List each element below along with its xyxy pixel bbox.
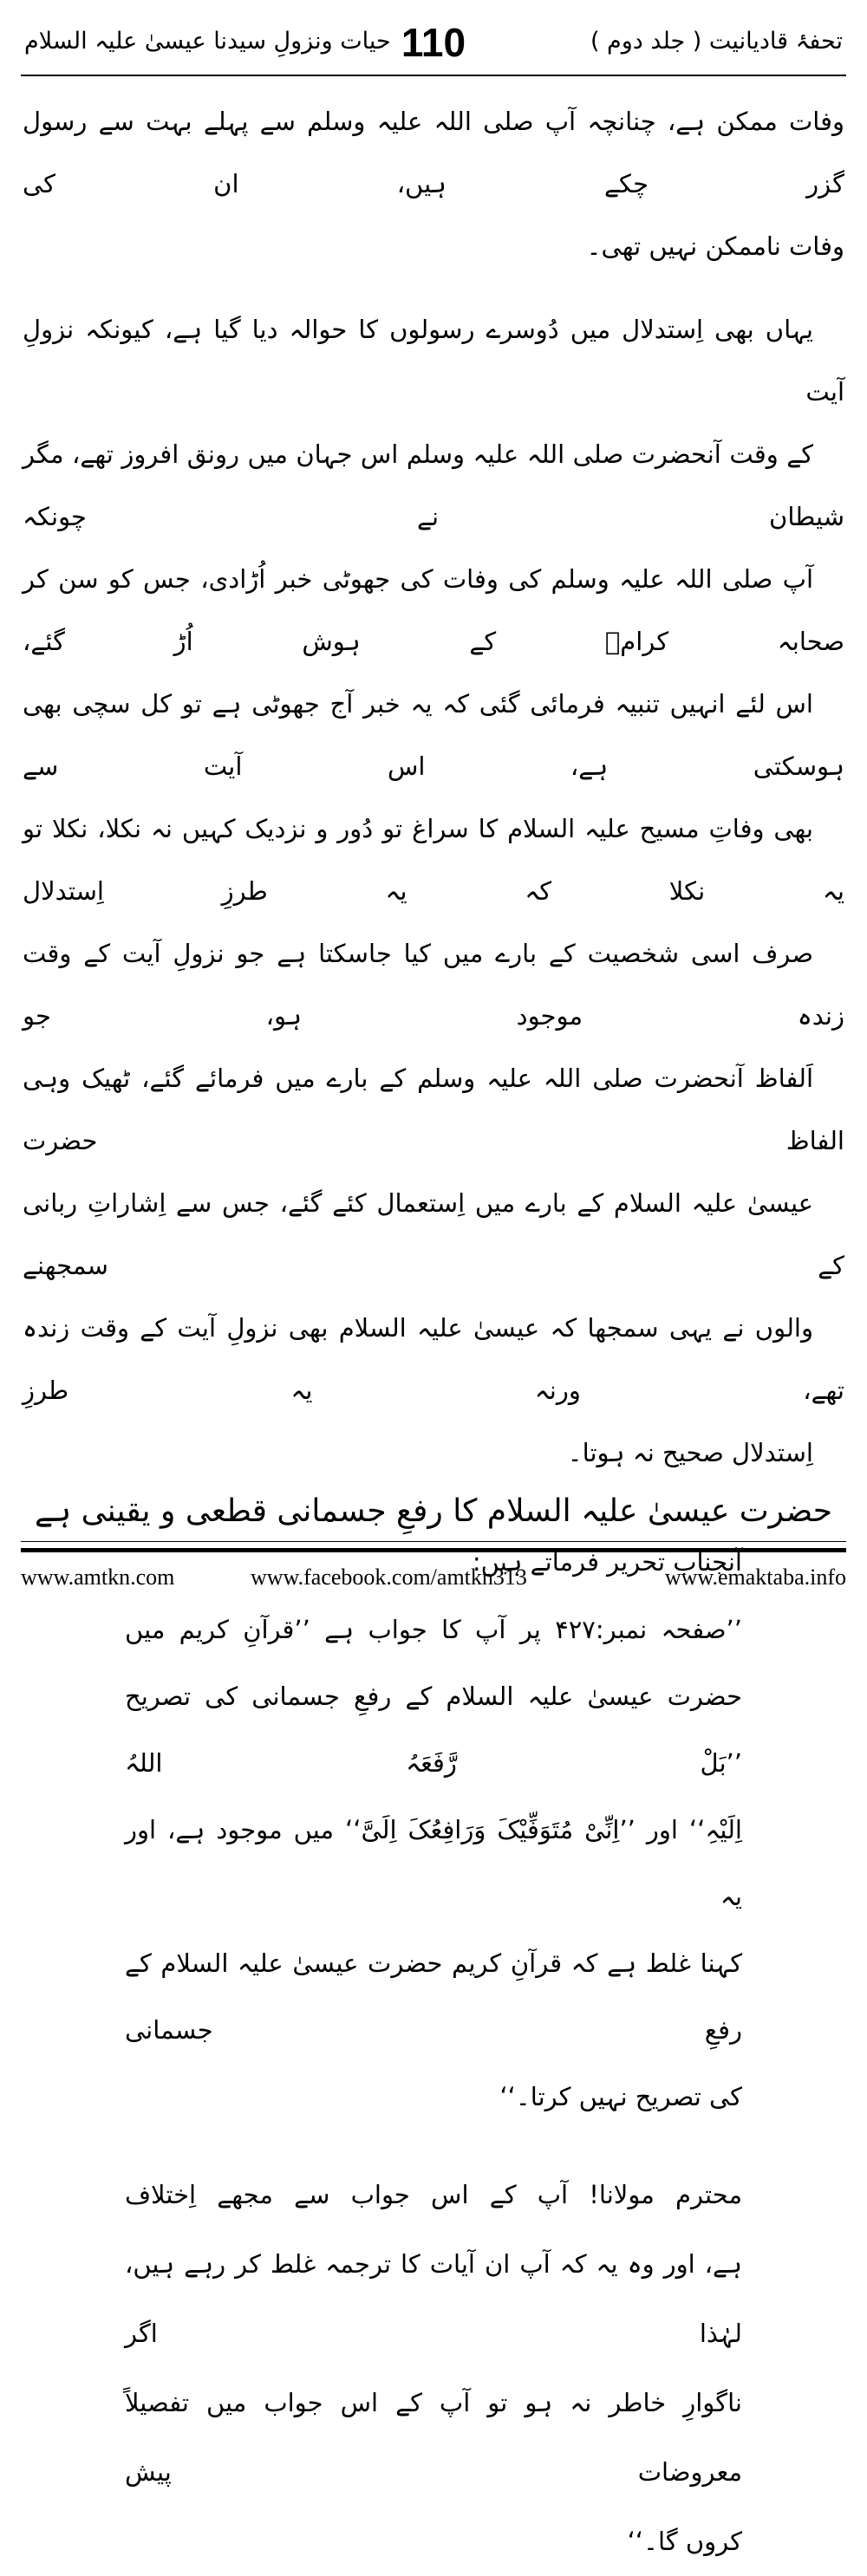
text-line: وفات ممکن ہے، چنانچہ آپ صلی اللہ علیہ وسلم سے پہلے بہت سے رسول گزر چکے ہیں، ان کی [23,107,844,198]
footer-website-link[interactable]: www.amtkn.com [21,1564,175,1590]
footer-divider-top [21,1541,846,1542]
quote-intro: آنجناب تحریر فرماتے ہیں: [472,1547,742,1577]
text-line: کے وقت آنحضرت صلی اللہ علیہ وسلم اس جہان میں رونق افروز تھے، مگر شیطان نے چونکہ [23,439,844,531]
quote-line: ناگوارِ خاطر نہ ہو تو آپ کے اس جواب میں تفصیلاً معروضات پیش [125,2388,742,2487]
page-header [24,19,843,71]
text-line: والوں نے یہی سمجھا کہ عیسیٰ علیہ السلام بھی نزولِ آیت کے وقت زندہ تھے، ورنہ یہ طرزِ [23,1313,844,1405]
header-book-title: تحفۂ قادیانیت ( جلد دوم ) [590,28,843,55]
quote-line: کروں گا۔‘‘ [627,2527,742,2556]
text-line: یہاں بھی اِستدلال میں دُوسرے رسولوں کا حوالہ دیا گیا ہے، کیونکہ نزولِ آیت [23,315,844,407]
paragraph-2 [23,298,844,1484]
quote-line: حضرت عیسیٰ علیہ السلام کے رفعِ جسمانی کی تصریح ’’بَلْ رَّفَعَہُ اللہُ [125,1682,742,1778]
text-line: اَلفاظ آنحضرت صلی اللہ علیہ وسلم کے بارے میں فرمائے گئے، ٹھیک وہی الفاظ حضرت [23,1064,844,1155]
text-line: اس لئے انہیں تنبیہ فرمائی گئی کہ یہ خبر آج جھوٹی ہے تو کل سچی بھی ہوسکتی ہے، اس آیت سے [23,689,844,781]
block-quote-continued [125,2160,742,2576]
text-line: بھی وفاتِ مسیح علیہ السلام کا سراغ تو دُور و نزدیک کہیں نہ نکلا، نکلا تو یہ نکلا کہ یہ طرزِ اِستدلال [23,814,844,906]
page-footer [21,1564,846,1599]
footer-facebook-link[interactable]: www.facebook.com/amtkn313 [251,1564,527,1590]
footer-divider-bottom [21,1548,846,1552]
text-line: وفات ناممکن نہیں تھی۔ [586,231,844,261]
quote-line: کہنا غلط ہے کہ قرآنِ کریم حضرت عیسیٰ علیہ السلام کے رفعِ جسمانی [125,1948,742,2045]
quote-line: ’’صفحہ نمبر:۴۲۷ پر آپ کا جواب ہے ’’قرآنِ کریم میں [125,1615,742,1644]
header-divider [21,75,846,76]
page-body [23,90,844,2576]
section-heading: حضرت عیسیٰ علیہ السلام کا رفعِ جسمانی قطعی و یقینی ہے [34,1493,833,1529]
text-line: اِستدلال صحیح نہ ہوتا۔ [567,1438,813,1467]
quote-line: ہے، اور وہ یہ کہ آپ ان آیات کا ترجمہ غلط کر رہے ہیں، لہٰذا اگر [125,2249,742,2348]
footer-maktaba-link[interactable]: www.emaktaba.info [664,1564,846,1590]
quote-line: محترم مولانا! آپ کے اس جواب سے مجھے اِختلاف [125,2180,742,2209]
text-line: عیسیٰ علیہ السلام کے بارے میں اِستعمال کئے گئے، جس سے اِشاراتِ ربانی کے سمجھنے [23,1188,844,1280]
text-line: صرف اسی شخصیت کے بارے میں کیا جاسکتا ہے جو نزولِ آیت کے وقت زندہ موجود ہو، جو [23,939,844,1031]
page-number: 110 [401,20,466,65]
quote-line: اِلَیْہِ‘‘ اور ’’اِنِّیْ مُتَوَفِّیْکَ وَرَافِعُکَ اِلَیَّ‘‘ میں موجود ہے، اور یہ [125,1815,742,1911]
header-chapter-title: حیات ونزولِ سیدنا عیسیٰ علیہ السلام [24,28,391,55]
text-line: آپ صلی اللہ علیہ وسلم کی وفات کی جھوٹی خبر اُڑادی، جس کو سن کر صحابہ کرامؓ کے ہوش اُڑ گئے، [23,564,844,656]
block-quote [125,1597,742,2130]
quote-line: کی تصریح نہیں کرتا۔‘‘ [499,2082,742,2111]
paragraph-1 [23,90,844,277]
